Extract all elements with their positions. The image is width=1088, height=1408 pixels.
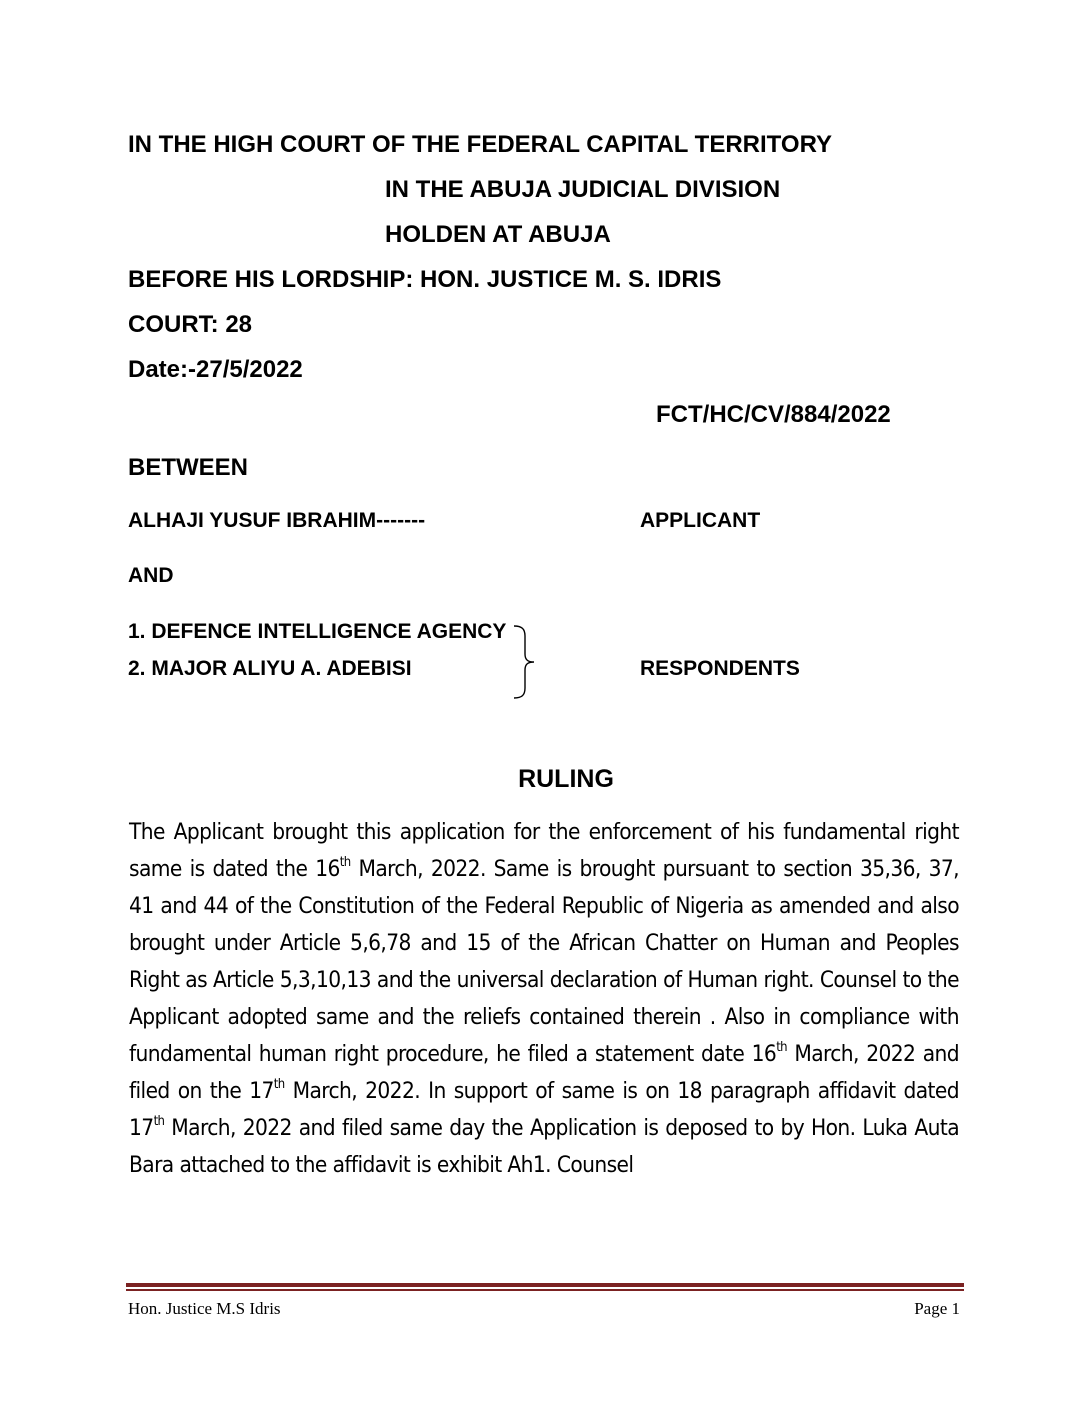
applicant-role: APPLICANT: [640, 509, 761, 532]
footer-rule-thin: [126, 1289, 964, 1291]
judge-line: BEFORE HIS LORDSHIP: HON. JUSTICE M. S. IDRIS: [128, 266, 722, 293]
court-number: COURT: 28: [128, 311, 253, 338]
footer-rule-thick: [126, 1283, 964, 1287]
respondents-role: RESPONDENTS: [640, 657, 800, 680]
between-label: BETWEEN: [128, 454, 248, 481]
suit-number: FCT/HC/CV/884/2022: [656, 401, 891, 428]
respondent-2: 2. MAJOR ALIYU A. ADEBISI: [128, 657, 412, 680]
ruling-title: RULING: [518, 765, 614, 793]
applicant-name: ALHAJI YUSUF IBRAHIM-------: [128, 509, 426, 532]
respondent-1: 1. DEFENCE INTELLIGENCE AGENCY: [128, 620, 507, 643]
footer-page-number: Page 1: [914, 1299, 960, 1318]
ruling-date: Date:-27/5/2022: [128, 356, 303, 383]
holden-heading: HOLDEN AT ABUJA: [385, 221, 611, 248]
footer-author: Hon. Justice M.S Idris: [128, 1299, 281, 1318]
division-heading: IN THE ABUJA JUDICIAL DIVISION: [385, 176, 781, 203]
ruling-body: The Applicant brought this application for the enforcement of his fundamental right same is dated the 16th March, 2022. Same is brought pursuant to section 35,36, 37, 41 and 44 of the Constitution of the Federal Republic of Nigeria as amended and also brought under Article 5,6,78 and 15 of the African Chatter on Human and Peoples Right as Article 5,3,10,13 and the universal declaration of Human right. Counsel to the Applicant adopted same and the reliefs contained therein . Also in compliance with fundamental human right procedure, he filed a statement date 16th March, 2022 and filed on the 17th March, 2022. In support of same is on 18 paragraph affidavit dated 17th March, 2022 and filed same day the Application is deposed to by Hon. Luka Auta Bara attached to the affidavit is exhibit Ah1. Counsel: [129, 819, 959, 1178]
court-heading: IN THE HIGH COURT OF THE FEDERAL CAPITAL TERRITORY: [128, 131, 833, 158]
curly-brace-icon: [512, 624, 542, 700]
and-label: AND: [128, 564, 174, 587]
